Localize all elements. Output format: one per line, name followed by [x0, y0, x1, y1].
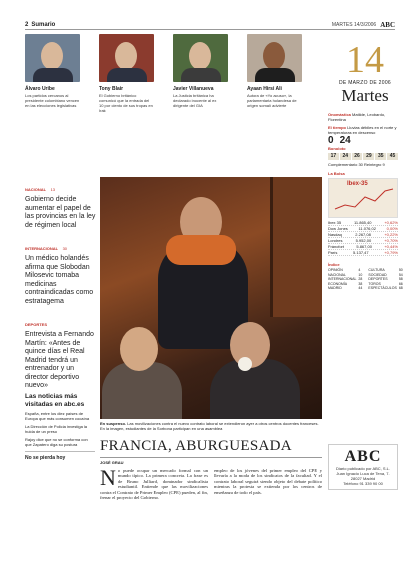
publisher-phone: Teléfono 91 339 90 00 — [343, 481, 383, 486]
article-column: empleo de los jóvenes del primer empleo del CPE y llevaría a la moda de los sindicatos de la facultad. Y el contrato laboral seguirá siendo objeto del debate político mientras la protesta se extienda por los centros de enseñanza de todo el país. — [214, 468, 322, 495]
portrait-item — [99, 34, 154, 114]
date-month: DE MARZO DE 2006 — [338, 80, 392, 86]
index-grid: OPINIÓN 4 CULTURA 50 NACIONAL 10 SOCIEDAD 54 INTERNACIONAL 28 DEPORTES 58 ECONOMÍA 38 TOROS 66 MADRID 44 ESPECTÁCULOS 68 — [328, 268, 403, 290]
brief-headline: Un médico holandés afirma que Slobodan Milosevic tomaba medicinas contraindicadas como estratagema — [25, 255, 94, 305]
brief-tag: DEPORTES — [25, 322, 48, 327]
portrait-name: Javier Villanueva — [173, 86, 214, 92]
most-read-item[interactable]: Rajoy dice que no se conforma con que Zapatero diga su postura — [25, 437, 88, 447]
most-read-item[interactable]: España, entre los diez países de Europa que más consumen cocaína — [25, 411, 90, 421]
brand-logo: ABC — [380, 20, 395, 29]
market-row: Fráncfort 5.867,00 +0,44% — [328, 244, 398, 249]
portrait-item — [247, 34, 302, 114]
most-read-item[interactable]: La Dirección de Policía investiga la huida de un preso — [25, 424, 88, 434]
most-read-box — [25, 393, 95, 461]
brief-page: 30 — [62, 246, 68, 251]
date-box — [332, 40, 398, 106]
market-row: Nasdaq 2.267,08 +0,22% — [328, 232, 398, 237]
market-row: Dow Jones 11.076,02 0,00% — [328, 226, 398, 231]
top-bar — [25, 20, 395, 30]
temp-min: 0 — [328, 135, 334, 146]
portrait-photo — [173, 34, 228, 82]
note-item: Onomástica Matilde, Leobardo, Florentina — [328, 112, 386, 122]
portrait-name: Álvaro Uribe — [25, 86, 55, 92]
dont-miss-heading: No se pierda hoy — [25, 451, 95, 461]
main-photo — [100, 177, 322, 419]
lotto-complementary: Complementario 30 Reintegro 9 — [328, 162, 385, 167]
caption-lead: En suspenso. — [100, 421, 127, 426]
portrait-text: El Gobierno británico comunicó que la entrada del 10 por ciento de sus tropas en Irak — [99, 93, 153, 113]
article-body — [100, 468, 322, 568]
publisher-address: Juan Ignacio Luca de Tena, 7. 28027 Madrid — [336, 471, 390, 481]
portrait-item — [25, 34, 80, 114]
brief-tag: INTERNACIONAL — [25, 246, 59, 251]
publisher-box — [328, 444, 398, 490]
publisher-line: Diario publicado por ABC, S.L. — [335, 466, 391, 471]
market-row: París 5.137,47 +0,79% — [328, 250, 398, 255]
note-item: El tiempo Lluvias débiles en el norte y temperaturas en descenso — [328, 125, 397, 135]
brief-item[interactable] — [25, 178, 97, 230]
lotto-label: Bonoloto — [328, 146, 346, 151]
brief-item[interactable] — [25, 237, 97, 306]
left-briefs — [25, 178, 97, 398]
page-number: 2 — [25, 21, 29, 28]
brief-page: 13 — [50, 187, 56, 192]
brief-tag: NACIONAL — [25, 187, 47, 192]
article-headline[interactable]: FRANCIA, ABURGUESADA — [100, 438, 322, 458]
portrait-photo — [99, 34, 154, 82]
portrait-name: Ayaan Hirsi Ali — [247, 86, 282, 92]
portrait-text: La Justicia británica ha declarado inocente al ex dirigente del GIA — [173, 93, 217, 108]
date-weekday: Martes — [341, 86, 389, 105]
portrait-photo — [247, 34, 302, 82]
brief-headline: Entrevista a Fernando Martín: «Antes de quince días el Real Madrid tendrá un entrenador y un director deportivo nuevo» — [25, 331, 94, 389]
portrait-text: Autora de «Yo acuso», la parlamentaria holandesa de origen somalí advierte — [247, 93, 297, 108]
right-column — [328, 112, 403, 291]
issue-date: MARTES 14/3/2006 — [331, 21, 377, 28]
date-day: 14 — [346, 39, 384, 81]
brief-headline: Gobierno decide aumentar el papel de las provincias en la ley de régimen local — [25, 196, 96, 229]
ibex-line-icon — [331, 179, 397, 217]
portrait-photo — [25, 34, 80, 82]
flower — [238, 357, 252, 371]
portrait-item — [173, 34, 228, 114]
market-row: Ibex 35 11.865,40 +0,62% — [328, 220, 398, 225]
index-section: Índice OPINIÓN 4 CULTURA 50 NACIONAL 10 SOCIEDAD 54 INTERNACIONAL 28 DEPORTES 58 ECONOMÍA 38 TOROS 66 MADRID 44 ESPECTÁCULOS 68 — [328, 262, 403, 290]
article-byline: JOSÉ GRAU — [100, 460, 124, 465]
student-figure — [120, 327, 158, 371]
temp-max: 24 — [339, 135, 351, 146]
photo-caption — [100, 421, 322, 431]
most-read-title: Las noticias más visitadas en abc.es — [25, 393, 85, 408]
abc-logo: ABC — [344, 448, 382, 465]
weather-readout — [328, 135, 398, 146]
portrait-name: Tony Blair — [99, 86, 124, 92]
dropcap: N — [100, 468, 116, 490]
ibex-section: La Bolsa Ibex-35 Ibex 35 11.865,40 +0,62% Dow Jones 11.076,02 0,00% Nasdaq 2.267,08 +0,22% Londres 5.952,00 +0,70% Fráncfort 5.867,00 +0,44% París 5.137,47 +0,79% — [328, 171, 398, 255]
section-name: Sumario — [31, 21, 56, 28]
ibex-chart: Ibex-35 — [328, 178, 398, 218]
portrait-strip — [25, 34, 325, 116]
photo-door — [270, 177, 322, 317]
article-column: No puede ocupar un mercado formal con un mundo típico. La primera concreta. La frase es de Bruno Julliard, dominador sindicalista estudiantil. Entiende que las movilizaciones contra el Contrato de Primer Empleo (CPE) pueden, al fin, frenar el proyecto del Gobierno. — [100, 468, 208, 501]
portrait-text: Los partidos cercanos al presidente colombiano vencen en las elecciones legislativas — [25, 93, 80, 108]
lotto-numbers: 17 24 26 29 35 45 — [328, 153, 398, 160]
caption-text: Las movilizaciones contra el nuevo contrato laboral se extendieron ayer a otros centros docentes franceses. En la imagen, estudiantes de la Sorbona participan en una asamblea — [100, 421, 319, 431]
brief-item[interactable] — [25, 313, 97, 391]
market-row: Londres 5.952,00 +0,70% — [328, 238, 398, 243]
